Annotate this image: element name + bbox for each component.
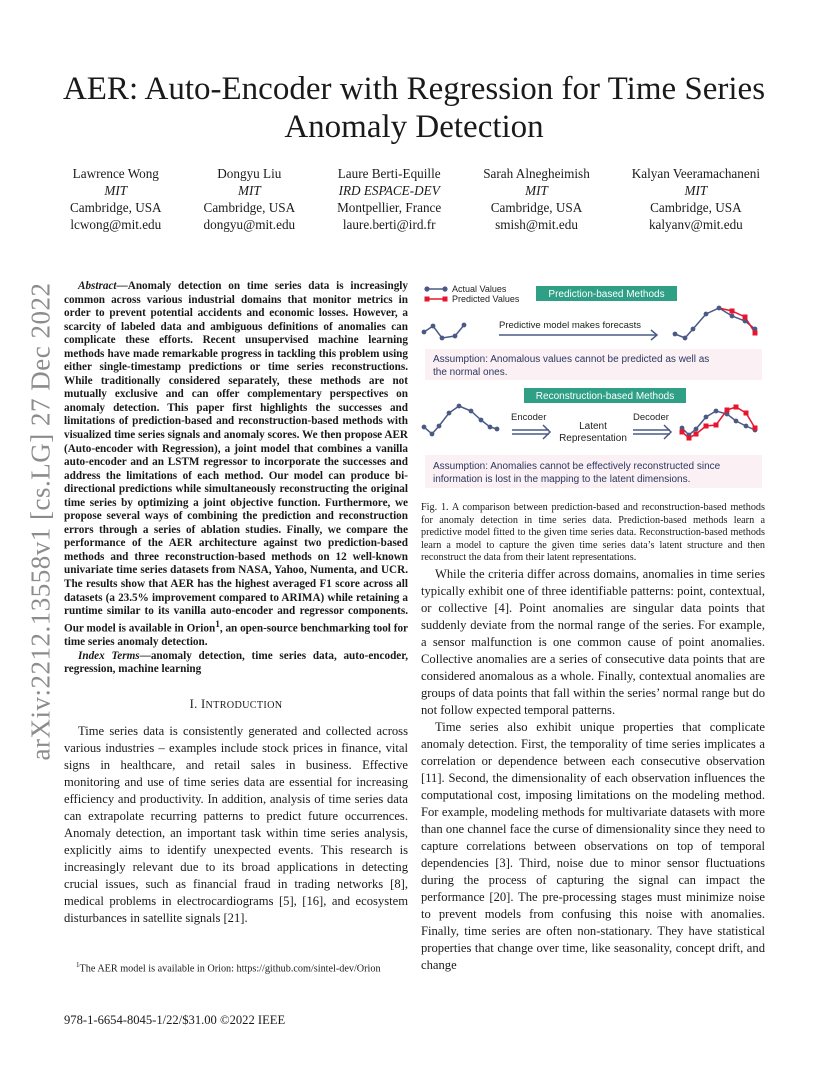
body-paragraph-1: While the criteria differ across domains, anomalies in time series typically exhibit one of three identifiable patterns: point, contextual, or collective [4]. Point anomalies are singular data points that suddenly deviate from the normal range of the series. For example, a sensor malfunction is one common cause of point anomalies. Collective anomalies are a series of consecutive data points that are considered anomalous as a whole. Finally, contextual anomalies are groups of data points that fall within the series’ normal range but do not follow expected temporal patterns. <box>421 567 765 717</box>
author-affiliation: MIT <box>684 183 708 198</box>
arxiv-identifier: arXiv:2212.13558v1 [cs.LG] 27 Dec 2022 <box>25 282 56 760</box>
prediction-badge-label: Prediction-based Methods <box>548 289 665 300</box>
author-affiliation: MIT <box>237 183 261 198</box>
section-first-letter: I <box>201 696 206 711</box>
author-2 <box>204 165 296 233</box>
abstract <box>64 280 408 650</box>
reconstruction-badge-label: Reconstruction-based Methods <box>535 391 675 402</box>
abstract-text-end: , an open-source benchmarking tool for time series anomaly detection. <box>64 622 408 648</box>
author-location: Cambridge, USA <box>650 200 742 215</box>
author-location: Cambridge, USA <box>203 200 296 215</box>
body-paragraph-2: Time series also exhibit unique properties that complicate anomaly detection. First, the temporality of time series implicates a correlation or dependence between each consecutive observation [11]. Second, the dimensionality of each observation influences the computational cost, imposing limitations on the modeling method. For example, modeling methods for multivariate datasets with more than one channel face the curse of dimensionality since they need to capture correlations between observations on top of temporal dependencies [3]. Third, noise due to minor sensor fluctuations during the process of capturing the signal can impact the performance [20]. The pre-processing stages must minimize noise to prevent models from confusing this noise with anomalies. Finally, time series are often non-stationary. They have statistical properties that change over time, like seasonality, concept drift, and change <box>421 720 765 972</box>
prediction-assumption-line2: the normal ones. <box>433 367 508 378</box>
arxiv-side-stamp <box>22 282 60 760</box>
author-block <box>70 165 760 233</box>
prediction-assumption-line1: Assumption: Anomalous values cannot be predicted as well as <box>433 354 710 365</box>
author-location: Cambridge, USA <box>70 200 162 215</box>
index-terms <box>64 650 408 677</box>
prediction-arrow-label: Predictive model makes forecasts <box>499 320 642 331</box>
prediction-arrow <box>499 320 657 340</box>
author-name: Lawrence Wong <box>72 166 159 181</box>
left-column <box>64 280 408 927</box>
abstract-text: —Anomaly detection on time series data is increasingly common across various industrial domains that monitor metrics in order to prevent potential accidents and economic losses. However, a scarcity of labeled data and ambiguous definitions of anomalies can complicate these efforts. Recent unsupervised machine learning methods have made remarkable progress in tackling this problem using either single-timestamp predictions or time series reconstructions. While traditionally considered separately, these methods are not mutually exclusive and can offer complementary perspectives on anomaly detection. This paper first highlights the successes and limitations of prediction-based and reconstruction-based methods with visualized time series signals and anomaly scores. We then propose AER (Auto-encoder with Regression), a joint model that combines a vanilla auto-encoder and an LSTM regressor to incorporate the successes and address the limitations of each method. Our model can produce bi-directional predictions while simultaneously reconstructing the original time series by optimizing a joint objective function. Furthermore, we propose several ways of combining the prediction and reconstruction errors through a series of ablation studies. Finally, we compare the performance of the AER architecture against two prediction-based methods and three reconstruction-based methods on 12 well-known univariate time series datasets from NASA, Yahoo, Numenta, and UCR. The results show that AER has the highest averaged F1 score across all datasets (a 23.5% improvement compared to ARIMA) while retaining a runtime similar to its vanilla auto-encoder and regressor components. Our model is available in Orion <box>64 280 408 635</box>
latent-label-line2: Representation <box>559 433 627 444</box>
footnote-number: 1 <box>76 961 80 969</box>
reconstruction-input-series <box>422 404 500 437</box>
author-5 <box>632 165 760 233</box>
abstract-label: Abstract <box>78 280 117 292</box>
index-terms-text: —anomaly detection, time series data, auto-encoder, regression, machine learning <box>64 649 408 676</box>
legend-actual-label: Actual Values <box>452 284 507 294</box>
section-heading-introduction <box>64 696 408 714</box>
author-name: Laure Berti-Equille <box>337 166 441 181</box>
author-location: Montpellier, France <box>337 200 442 215</box>
figure-caption: Fig. 1. A comparison between prediction-based and reconstruction-based methods for anomaly detection in time series data. Prediction-based methods learn a predictive model fitted to the given time series data. Reconstruction-based methods learn a model to capture the given time series data’s latent structure and then reconstruct the data from their latent representations. <box>421 502 765 564</box>
author-email: dongyu@mit.edu <box>203 217 296 232</box>
decoder-label: Decoder <box>633 412 669 423</box>
intro-paragraph: Time series data is consistently generated and collected across various industries – examples include stock prices in finance, vital signs in healthcare, and retail sales in business. Effective monitoring and use of time series data are essential for increasing efficiency and productivity. In addition, analysis of time series data can extrapolate recurring patterns to predict future occurrences. Anomaly detection, an important task within time series analysis, explicitly aims to identify unexpected events. This research is increasingly relevant due to its broad applications in detecting crucial issues, such as financial fraud in trading networks [8], medical problems in electrocardiograms [5], [16], and ecosystem disturbances in satellite signals [21]. <box>64 723 408 925</box>
reconstruction-output-series <box>680 405 758 441</box>
prediction-input-series <box>422 323 467 341</box>
footnote-text: The AER model is available in Orion: https://github.com/sintel-dev/Orion <box>79 963 381 975</box>
reconstruction-assumption-line2: information is lost in the mapping to the latent dimensions. <box>433 474 691 485</box>
paper-title: AER: Auto-Encoder with Regression for Time Series Anomaly Detection <box>62 71 766 145</box>
legend-predicted-label: Predicted Values <box>452 294 520 304</box>
author-location: Cambridge, USA <box>490 200 583 215</box>
footnote-marker: 1 <box>215 619 220 630</box>
author-email: lcwong@mit.edu <box>70 217 162 232</box>
figure-1 <box>419 280 769 495</box>
author-affiliation: IRD ESPACE-DEV <box>338 183 440 198</box>
author-name: Dongyu Liu <box>217 166 282 181</box>
author-name: Kalyan Veeramachaneni <box>631 166 760 181</box>
section-title-rest: NTRODUCTION <box>205 699 283 711</box>
author-email: smish@mit.edu <box>495 217 578 232</box>
author-affiliation: MIT <box>104 183 128 198</box>
encoder-label: Encoder <box>511 412 547 423</box>
footnote <box>64 959 408 975</box>
right-column <box>421 566 765 974</box>
reconstruction-assumption-line1: Assumption: Anomalies cannot be effectively reconstructed since <box>433 461 721 472</box>
author-3 <box>337 165 441 233</box>
index-terms-label: Index Terms <box>78 649 140 662</box>
prediction-output-series <box>673 306 758 341</box>
author-4 <box>483 165 590 233</box>
author-1 <box>70 165 162 233</box>
author-affiliation: MIT <box>525 183 548 198</box>
decoder-arrow <box>633 425 671 439</box>
author-email: kalyanv@mit.edu <box>648 217 743 232</box>
copyright-notice: 978-1-6654-8045-1/22/$31.00 ©2022 IEEE <box>64 1013 286 1027</box>
author-name: Sarah Alnegheimish <box>483 166 590 181</box>
encoder-arrow <box>512 425 550 439</box>
section-numeral: I. <box>189 696 198 711</box>
author-email: laure.berti@ird.fr <box>342 217 436 232</box>
latent-label-line1: Latent <box>579 421 607 432</box>
figure-legend <box>424 284 519 304</box>
